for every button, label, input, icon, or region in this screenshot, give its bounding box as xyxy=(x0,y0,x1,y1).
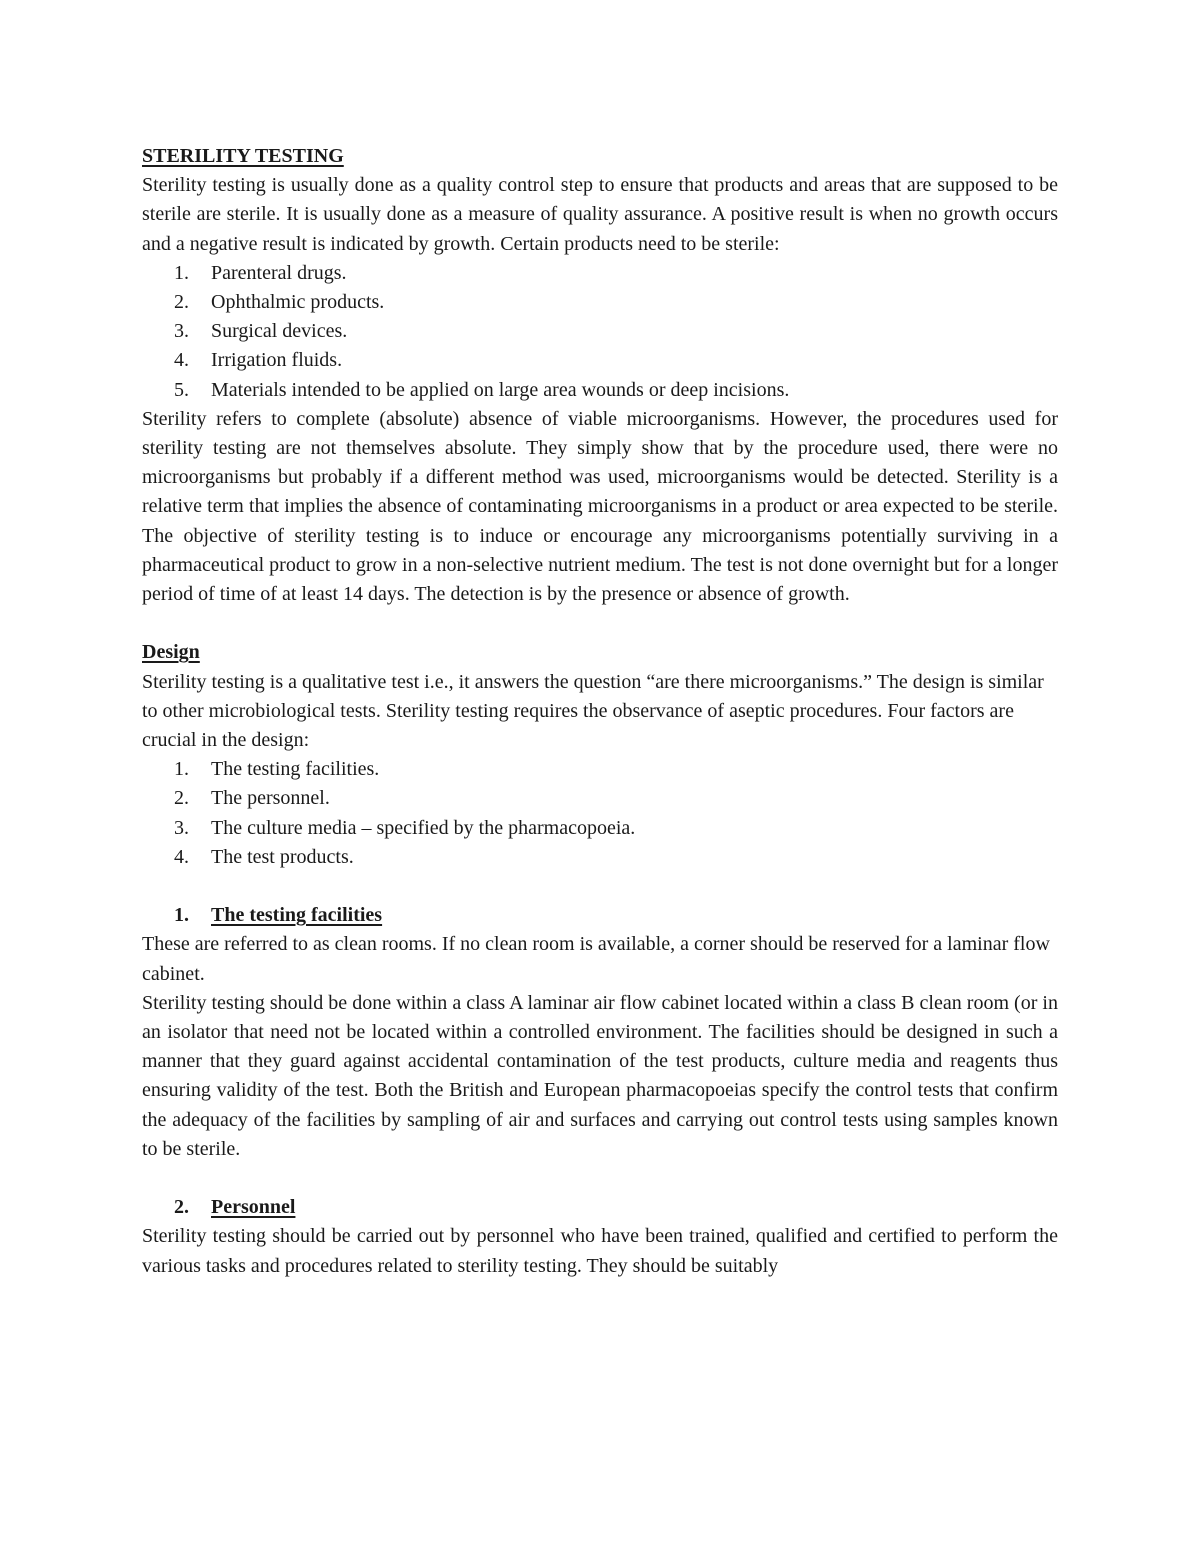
sterility-paragraph: Sterility refers to complete (absolute) absence of viable microorganisms. However, the procedures used for sterility testing are not themselves absolute. They simply show that by the procedure used, there were no microorganisms but probably if a different method was used, microorganisms would be detected. Sterility is a relative term that implies the absence of contaminating microorganisms in a product or area expected to be sterile. The objective of sterility testing is to induce or encourage any microorganisms potentially surviving in a pharmaceutical product to grow in a non-selective nutrient medium. The test is not done overnight but for a longer period of time of at least 14 days. The detection is by the presence or absence of growth. xyxy=(142,407,1058,606)
list-number: 5. xyxy=(174,378,189,401)
list-item-text: The personnel. xyxy=(211,787,330,810)
design-paragraph: Sterility testing is a qualitative test i.e., it answers the question “are there microorganisms.” The design is similar to other microbiological tests. Sterility testing requires the observance of aseptic procedures. Four factors are crucial in the design: xyxy=(142,670,1044,752)
list-number: 1. xyxy=(174,261,189,284)
list-item-text: The testing facilities. xyxy=(211,758,380,781)
list-item-text: Irrigation fluids. xyxy=(211,349,343,372)
list-number: 4. xyxy=(174,349,189,372)
facilities-paragraph-1: These are referred to as clean rooms. If no clean room is available, a corner should be reserved for a laminar flow cabinet. xyxy=(142,933,1050,985)
list-number: 2. xyxy=(174,291,189,314)
list-number: 3. xyxy=(174,320,189,343)
list-item xyxy=(142,376,1058,405)
list-item xyxy=(142,784,1058,813)
list-item xyxy=(142,317,1058,346)
list-item xyxy=(142,288,1058,317)
list-item-text: Surgical devices. xyxy=(211,320,348,343)
intro-paragraph: Sterility testing is usually done as a quality control step to ensure that products and areas that are supposed to be sterile are sterile. It is usually done as a measure of quality assurance. A positive result is when no growth occurs and a negative result is indicated by growth. Certain products need to be sterile: xyxy=(142,174,1058,255)
list-item xyxy=(142,814,1058,843)
list-item-text: Parenteral drugs. xyxy=(211,261,347,284)
document-page xyxy=(142,142,1058,1281)
facilities-paragraph-2: Sterility testing should be done within a class A laminar air flow cabinet located within a class B clean room (or in an isolator that need not be located within a controlled environment. The facilities should be designed in such a manner that they guard against accidental contamination of the test products, culture media and reagents thus ensuring validity of the test. Both the British and European pharmacopoeias specify the control tests that confirm the adequacy of the facilities by sampling of air and surfaces and carrying out control tests using samples known to be sterile. xyxy=(142,991,1058,1160)
list-number: 2. xyxy=(174,787,189,810)
sterile-products-list xyxy=(142,259,1058,405)
list-number: 1. xyxy=(174,758,189,781)
design-heading: Design xyxy=(142,641,200,664)
list-item-text: Ophthalmic products. xyxy=(211,291,385,314)
list-item-text: Materials intended to be applied on large area wounds or deep incisions. xyxy=(211,378,790,401)
list-item xyxy=(142,755,1058,784)
facilities-heading xyxy=(142,901,1058,930)
list-item-text: The test products. xyxy=(211,845,354,868)
list-item xyxy=(142,346,1058,375)
blank-line xyxy=(142,609,1058,638)
personnel-heading xyxy=(142,1193,1058,1222)
design-factors-list xyxy=(142,755,1058,872)
blank-line xyxy=(142,1164,1058,1193)
list-item xyxy=(142,843,1058,872)
blank-line xyxy=(142,872,1058,901)
document-title: STERILITY TESTING xyxy=(142,145,344,167)
section-title: The testing facilities xyxy=(211,904,383,927)
section-number: 2. xyxy=(174,1196,189,1219)
list-number: 3. xyxy=(174,816,189,839)
list-item xyxy=(142,259,1058,288)
personnel-paragraph: Sterility testing should be carried out by personnel who have been trained, qualified and certified to perform the various tasks and procedures related to sterility testing. They should be suitably xyxy=(142,1225,1058,1277)
section-number: 1. xyxy=(174,904,189,927)
list-number: 4. xyxy=(174,845,189,868)
list-item-text: The culture media – specified by the pharmacopoeia. xyxy=(211,816,636,839)
section-title: Personnel xyxy=(211,1196,296,1219)
